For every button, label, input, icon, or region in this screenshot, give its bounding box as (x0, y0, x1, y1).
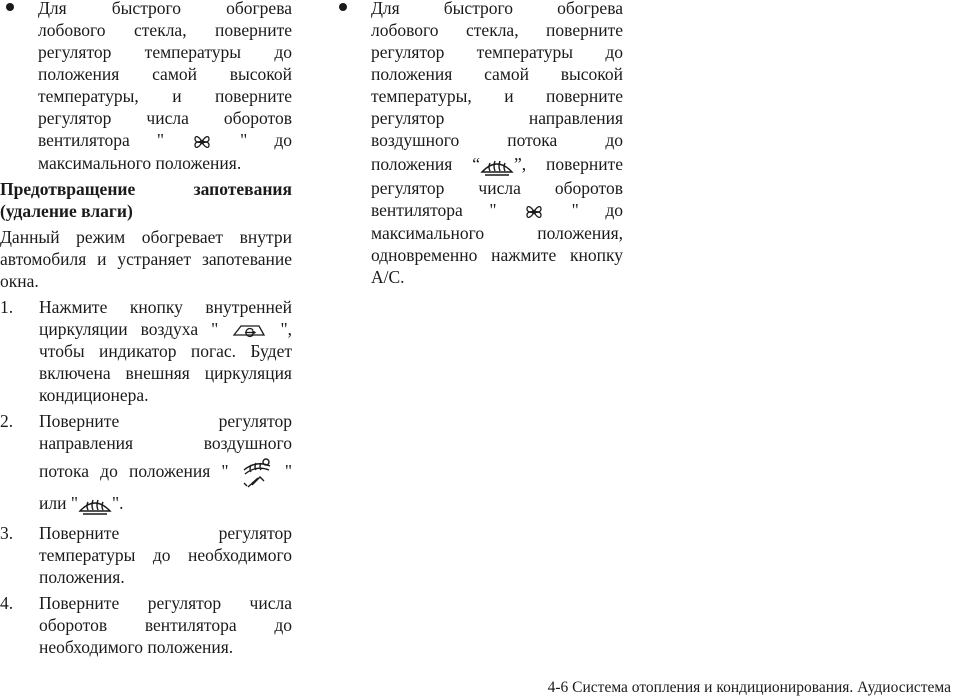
text-fragment: циркуляции воздуха " (39, 318, 219, 339)
left-column (0, 0, 292, 658)
page-footer: 4-6 Система отопления и кондиционирования. Аудиосистема (547, 679, 951, 696)
text-line: A/C. (371, 266, 405, 287)
text-line: включена внешняя циркуляция (39, 362, 292, 383)
step-item-4 (0, 592, 292, 658)
text-line-with-icon (39, 318, 292, 340)
text-line-with-icon (38, 129, 292, 152)
windshield-defrost-icon (78, 494, 112, 516)
text-line: регулятор числа оборотов (38, 108, 292, 128)
text-line: Нажмите кнопку внутренней (39, 296, 292, 317)
intro-paragraph (0, 226, 292, 292)
text-line: регулятор числа оборотов (371, 178, 623, 198)
text-line: регулятор направления (371, 108, 623, 128)
text-line-with-icon (39, 454, 292, 488)
step-item-1 (0, 296, 292, 406)
text-line: одновременно нажмите кнопку (371, 244, 623, 265)
section-heading (0, 178, 292, 222)
text-line: оборотов вентилятора до (39, 614, 292, 635)
text-fragment: вентилятора " (371, 200, 497, 220)
text-line: автомобиля и устраняет запотевание (0, 248, 292, 269)
text-line: температуры, и поверните (38, 86, 292, 106)
text-fragment: " до (240, 130, 293, 150)
right-column (333, 0, 623, 288)
text-line: необходимого положения. (39, 636, 234, 657)
step-number: 4. (0, 592, 14, 613)
text-line: Поверните регулятор (39, 522, 292, 543)
text-line-with-icon (371, 151, 623, 177)
text-line: лобового стекла, поверните (371, 20, 623, 40)
text-line: максимального положения. (38, 152, 242, 173)
text-fragment: " (284, 460, 293, 481)
text-line: Для быстрого обогрева (371, 0, 623, 18)
text-fragment: ”, поверните (514, 154, 623, 174)
bullet-mark (6, 3, 14, 11)
step-number: 2. (0, 410, 14, 431)
fan-icon (191, 132, 213, 152)
text-line: положения самой высокой (371, 64, 623, 84)
text-fragment: ", (280, 318, 293, 339)
step-item-3 (0, 522, 292, 588)
step-number: 3. (0, 522, 14, 543)
text-fragment: или " (39, 492, 78, 513)
text-line-with-icon (39, 488, 292, 518)
text-line: регулятор температуры до (38, 42, 292, 62)
bullet-item-windshield-heat (0, 0, 292, 174)
text-fragment: потока до положения " (39, 460, 229, 481)
floor-defrost-icon (240, 457, 274, 489)
heading-line: Предотвращение запотевания (0, 178, 292, 199)
text-line: Данный режим обогревает внутри (0, 226, 292, 247)
text-line: окна. (0, 270, 39, 291)
text-line: направления воздушного (39, 432, 292, 453)
text-line: Для быстрого обогрева (38, 0, 292, 18)
step-number: 1. (0, 296, 14, 317)
text-line: положения самой высокой (38, 64, 292, 84)
text-line: лобового стекла, поверните (38, 20, 292, 40)
text-line: регулятор температуры до (371, 42, 623, 62)
text-line-with-icon (371, 199, 623, 222)
text-fragment: ". (111, 492, 124, 513)
heading-line: (удаление влаги) (0, 200, 133, 221)
text-line: температуры, и поверните (371, 86, 623, 106)
recirculation-icon (231, 322, 267, 340)
bullet-item-windshield-defrost (333, 0, 623, 288)
windshield-defrost-icon (480, 155, 514, 177)
text-line: положения. (39, 566, 125, 587)
text-fragment: вентилятора " (38, 130, 164, 150)
text-line: кондиционера. (39, 384, 149, 405)
text-line: температуры до необходимого (39, 544, 292, 565)
text-fragment: " до (571, 200, 624, 220)
fan-icon (523, 202, 545, 222)
text-line: воздушного потока до (371, 130, 623, 150)
text-line: Поверните регулятор числа (39, 592, 292, 613)
text-line: Поверните регулятор (39, 410, 292, 431)
text-fragment: положения “ (371, 154, 481, 174)
text-line: чтобы индикатор погас. Будет (39, 340, 292, 361)
step-item-2 (0, 410, 292, 518)
text-line: максимального положения, (371, 222, 623, 243)
bullet-mark (339, 3, 347, 11)
